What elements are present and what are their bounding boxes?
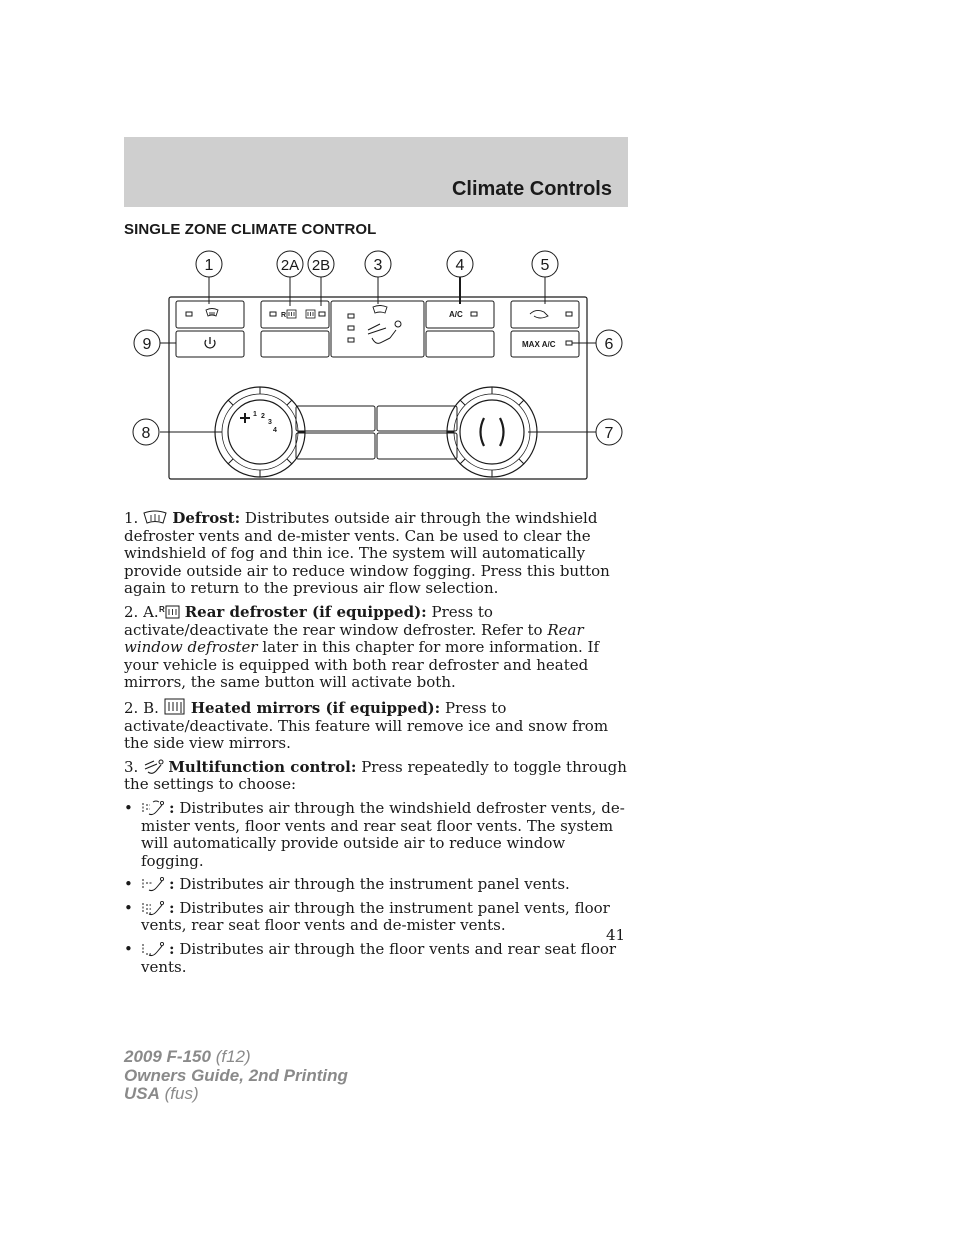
svg-text:7: 7	[604, 425, 614, 442]
airflow-mode-list	[124, 800, 630, 976]
list-item: • : Distributes air through the instrument panel vents.	[124, 876, 630, 894]
floor-airflow-icon	[141, 941, 165, 957]
svg-text:1: 1	[253, 411, 257, 418]
fan-speed-knob	[215, 387, 305, 477]
svg-text:2A: 2A	[280, 257, 300, 274]
heated-mirror-icon	[163, 698, 187, 716]
center-blank-button	[377, 433, 457, 459]
list-item: • : Distributes air through the instrument panel vents, floor vents, rear seat floor vents and de-mister vents.	[124, 900, 630, 935]
svg-text:4: 4	[455, 257, 465, 274]
item-heated-mirrors: 2. B. Heated mirrors (if equipped): Press to activate/deactivate. This feature will remove ice and snow from the side view mirrors.	[124, 698, 609, 753]
ac-label: A/C	[449, 310, 463, 319]
max-ac-label: MAX A/C	[522, 340, 556, 349]
svg-text:1: 1	[204, 257, 214, 274]
blank-button	[426, 331, 494, 357]
recirculation-icon	[530, 310, 548, 318]
center-blank-button	[296, 406, 375, 431]
svg-text:2B: 2B	[311, 257, 331, 274]
panel-airflow-icon	[141, 876, 165, 892]
item-rear-defroster: 2. A. R Rear defroster (if equipped): Press to activate/deactivate the rear window defroster. Refer to Rear window defroster later in this chapter for more information. If your vehicle is equipped with both rear defroster and heated mirrors, the same button will activate both.	[124, 602, 600, 692]
svg-text:6: 6	[604, 336, 614, 353]
rear-defrost-icon	[287, 310, 296, 318]
climate-control-panel-diagram	[124, 246, 628, 486]
windshield-defrost-icon	[206, 309, 218, 317]
list-item: • : Distributes air through the floor vents and rear seat floor vents.	[124, 941, 630, 976]
center-blank-button	[377, 406, 457, 431]
defrost-floor-airflow-icon	[141, 800, 165, 816]
page-number: 41	[606, 926, 626, 944]
svg-text:R: R	[158, 604, 165, 614]
center-blank-button	[296, 433, 375, 459]
fan-icon	[240, 413, 250, 423]
list-item: • : Distributes air through the windshield defroster vents, de-mister vents, floor vents and rear seat floor vents. The system will automatically provide outside air to reduce window fogging.	[124, 800, 630, 870]
svg-text:4: 4	[273, 427, 277, 434]
blank-button	[261, 331, 329, 357]
body-text	[124, 510, 630, 982]
heated-mirror-icon	[306, 310, 315, 318]
svg-text:5: 5	[540, 257, 550, 274]
item-multifunction: 3. Multifunction control: Press repeatedly to toggle through the settings to choose:	[124, 757, 627, 794]
chapter-header-band	[124, 137, 628, 207]
rear-defrost-icon	[159, 604, 181, 620]
svg-text:3: 3	[268, 419, 272, 426]
svg-text:9: 9	[142, 336, 152, 353]
svg-text:2: 2	[261, 413, 265, 420]
multifunction-button	[331, 301, 424, 357]
section-heading: SINGLE ZONE CLIMATE CONTROL	[124, 221, 377, 238]
svg-text:8: 8	[141, 425, 151, 442]
panel-floor-airflow-icon	[141, 900, 165, 916]
multifunction-airflow-icon	[142, 759, 164, 775]
power-icon	[205, 337, 215, 348]
document-footer: 2009 F-150 (f12) Owners Guide, 2nd Printing USA (fus)	[124, 1047, 348, 1103]
airflow-seat-icon	[368, 321, 401, 343]
temperature-knob	[447, 387, 537, 477]
windshield-defrost-icon	[373, 306, 387, 314]
rear-letter: R	[281, 312, 287, 319]
chapter-title: Climate Controls	[451, 178, 612, 200]
windshield-defrost-icon	[142, 510, 168, 526]
svg-text:3: 3	[373, 257, 383, 274]
item-defrost: 1. Defrost: Distributes outside air through the windshield defroster vents and de-mister vents. Can be used to clear the windshield of fog and thin ice. The system will automatically provide outside air to reduce window fogging. Press this button again to return to the previous air flow selection.	[124, 509, 610, 598]
